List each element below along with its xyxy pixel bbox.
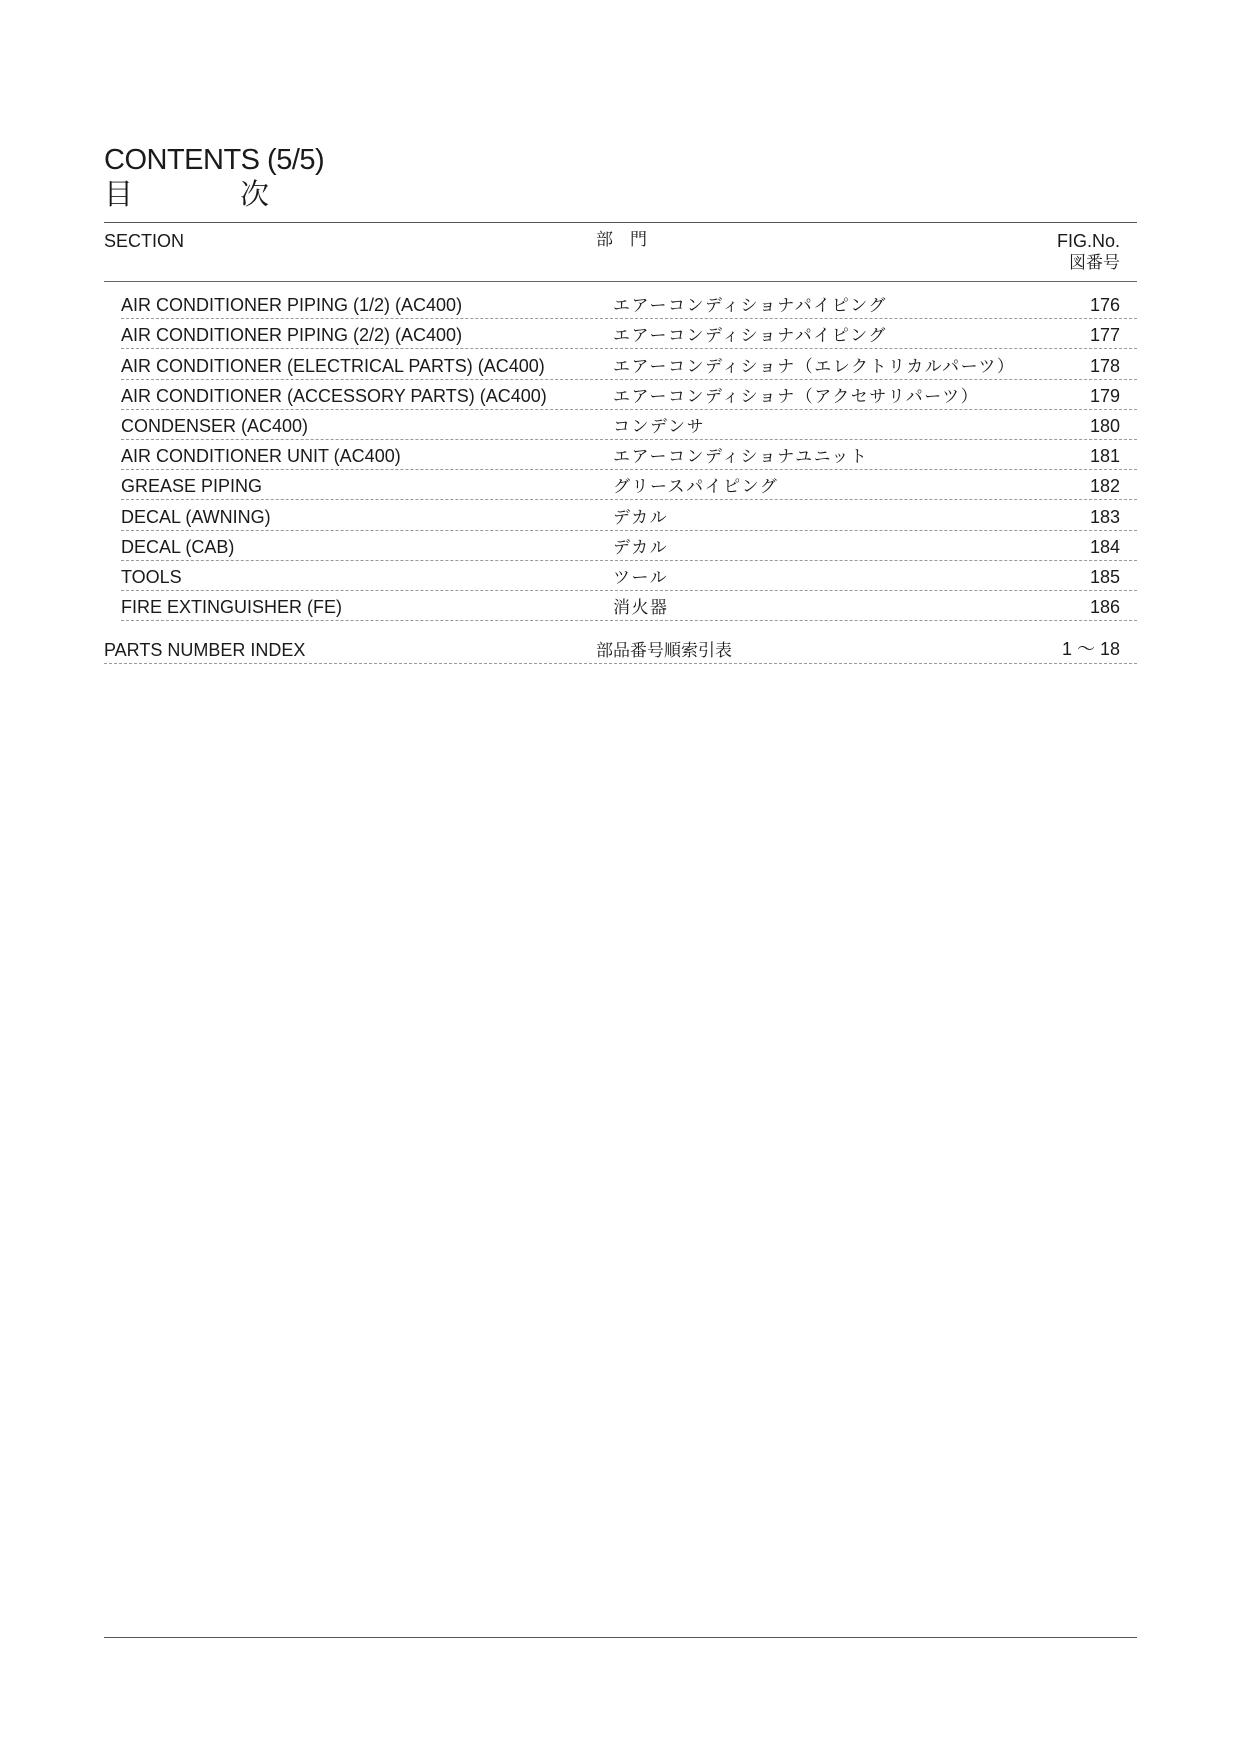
row-section-en: AIR CONDITIONER PIPING (1/2) (AC400) (121, 295, 463, 316)
row-section-en: GREASE PIPING (121, 476, 263, 497)
contents-row[interactable] (121, 470, 1137, 500)
index-title-jp: 部品番号順索引表 (596, 641, 732, 661)
index-title-en: PARTS NUMBER INDEX (104, 640, 306, 660)
contents-row[interactable] (121, 349, 1137, 379)
contents-row[interactable] (121, 591, 1137, 621)
row-section-jp: ツール (613, 567, 669, 588)
row-fig-number: 185 (1089, 566, 1120, 587)
row-section-jp: デカル (613, 507, 669, 528)
contents-row[interactable] (121, 380, 1137, 410)
bottom-rule (104, 1637, 1137, 1638)
row-section-en: CONDENSER (AC400) (121, 415, 309, 436)
header-fig-en: FIG.No. (1056, 231, 1120, 251)
page-title-japanese (104, 178, 269, 211)
contents-row[interactable] (121, 561, 1137, 591)
header-fig-jp: 図番号 (1069, 252, 1120, 273)
top-rule (104, 222, 1137, 223)
header-fig-no (1057, 231, 1120, 273)
row-fig-number: 184 (1089, 536, 1120, 557)
contents-row[interactable] (121, 319, 1137, 349)
row-section-jp: エアーコンディショナ（アクセサリパーツ） (613, 386, 980, 407)
row-section-jp: エアーコンディショナユニット (613, 447, 869, 468)
title-jp-char-2: 次 (240, 177, 270, 211)
row-section-jp: エアーコンディショナ（エレクトリカルパーツ） (613, 356, 1016, 377)
row-section-en: AIR CONDITIONER (ACCESSORY PARTS) (AC400) (121, 385, 547, 406)
contents-row[interactable] (121, 410, 1137, 440)
row-fig-number: 177 (1089, 325, 1120, 346)
row-section-en: TOOLS (121, 566, 182, 587)
row-section-en: DECAL (AWNING) (121, 506, 271, 527)
row-fig-number: 186 (1089, 597, 1120, 618)
index-page-range: 1 ～ 18 (1061, 639, 1120, 659)
page-title: CONTENTS (5/5) (104, 144, 325, 176)
header-rule (104, 281, 1137, 282)
row-fig-number: 178 (1089, 355, 1120, 376)
parts-number-index-row[interactable] (104, 634, 1137, 664)
contents-row[interactable] (121, 289, 1137, 319)
contents-list (121, 289, 1137, 621)
row-section-en: AIR CONDITIONER UNIT (AC400) (121, 446, 401, 467)
title-jp-char-1: 目 (104, 177, 134, 211)
row-fig-number: 183 (1089, 506, 1120, 527)
row-fig-number: 181 (1089, 446, 1120, 467)
row-section-en: AIR CONDITIONER PIPING (2/2) (AC400) (121, 325, 463, 346)
row-section-jp: デカル (613, 537, 669, 558)
row-fig-number: 180 (1089, 415, 1120, 436)
row-section-jp: エアーコンディショナパイピング (613, 296, 887, 317)
header-bumon: 部 門 (596, 230, 647, 250)
row-section-en: DECAL (CAB) (121, 536, 235, 557)
row-section-jp: 消火器 (613, 598, 669, 619)
contents-row[interactable] (121, 500, 1137, 530)
row-fig-number: 182 (1089, 476, 1120, 497)
header-section: SECTION (104, 231, 185, 251)
contents-row[interactable] (121, 531, 1137, 561)
row-fig-number: 179 (1089, 385, 1120, 406)
row-section-en: AIR CONDITIONER (ELECTRICAL PARTS) (AC400) (121, 355, 545, 376)
row-fig-number: 176 (1089, 295, 1120, 316)
row-section-en: FIRE EXTINGUISHER (FE) (121, 597, 343, 618)
contents-row[interactable] (121, 440, 1137, 470)
row-section-jp: エアーコンディショナパイピング (613, 326, 887, 347)
row-section-jp: グリースパイピング (613, 477, 779, 498)
row-section-jp: コンデンサ (613, 416, 706, 437)
